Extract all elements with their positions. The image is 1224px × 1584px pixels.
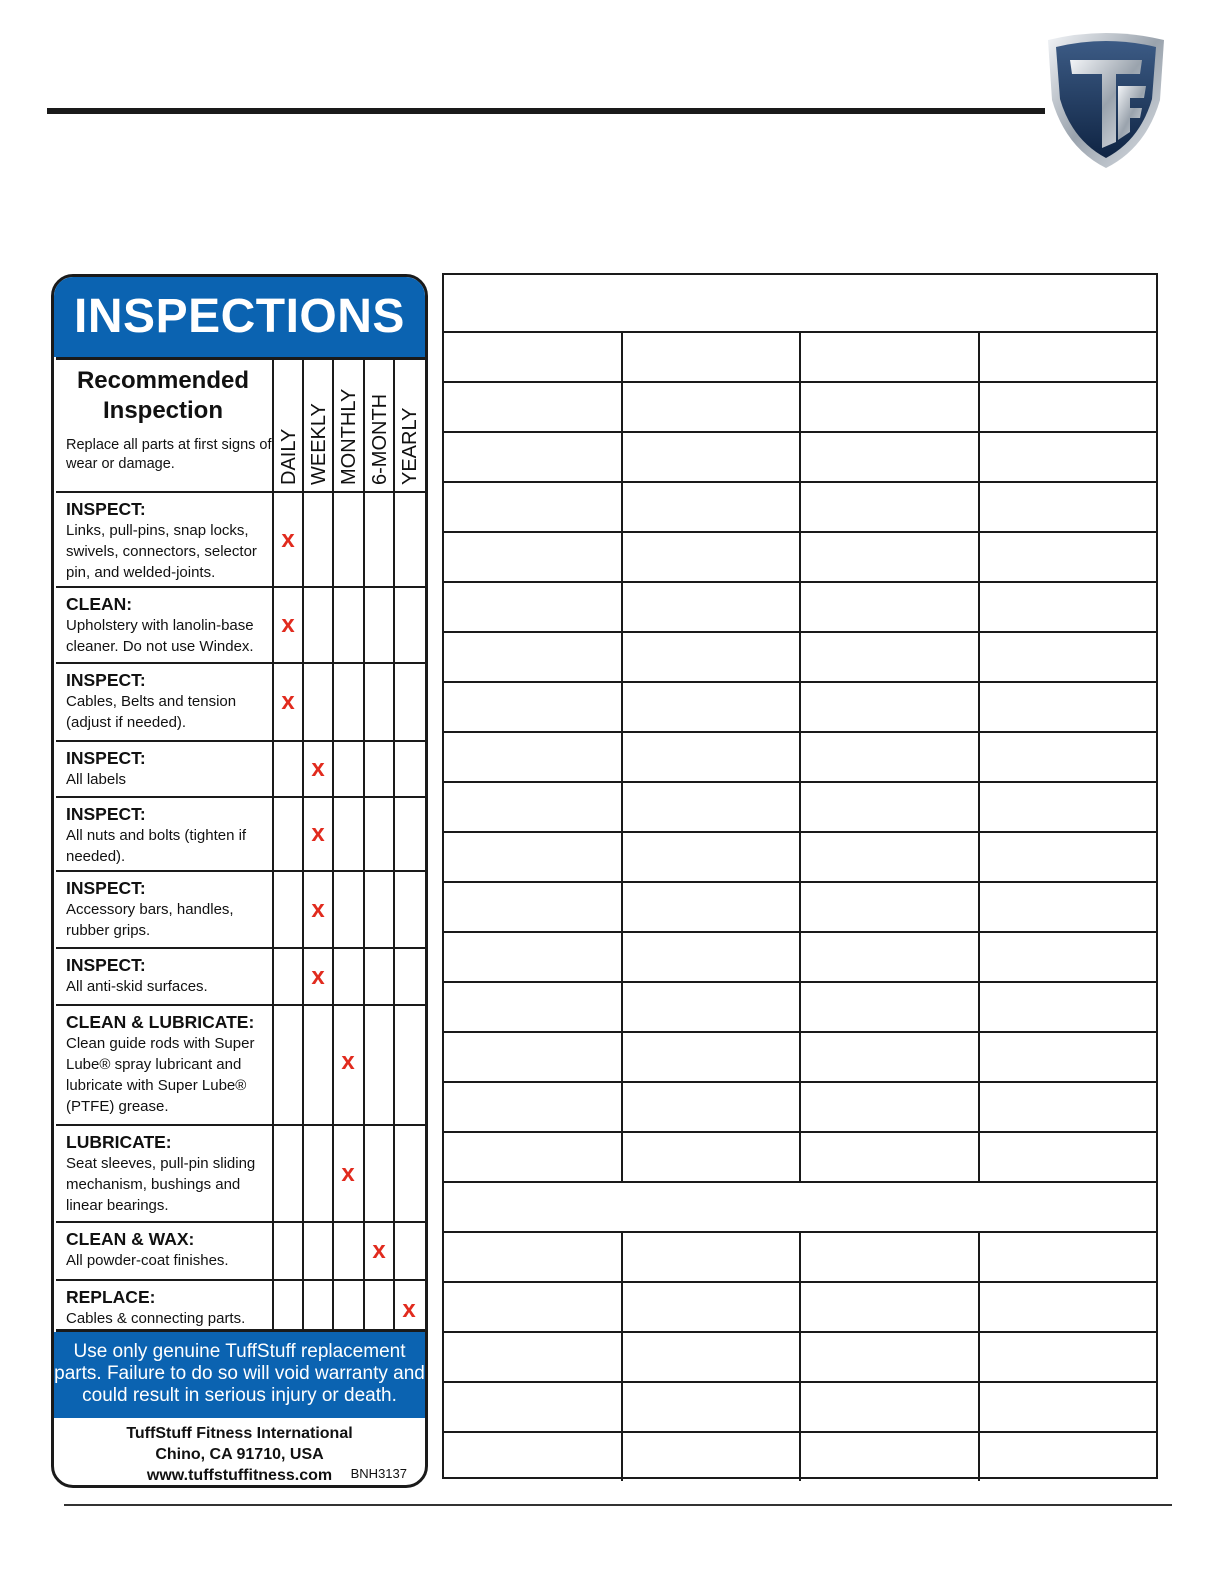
inspection-mark-daily: x	[281, 611, 295, 638]
inspection-item-text	[66, 1228, 272, 1271]
inspection-item-title: INSPECT:	[66, 955, 146, 975]
inspection-item-body: Links, pull-pins, snap locks, swivels, connectors, selector pin, and welded-joints.	[66, 522, 257, 581]
inspection-item-title: INSPECT:	[66, 748, 146, 768]
inspection-item-body: Clean guide rods with Super Lube® spray lubricant and lubricate with Super Lube® (PTFE) grease.	[66, 1035, 255, 1115]
inspection-item-row	[56, 796, 425, 870]
inspection-item-row	[56, 1279, 425, 1339]
inspection-item-text	[66, 498, 272, 583]
log-column-line	[799, 1231, 801, 1481]
part-code: BNH3137	[350, 1466, 407, 1481]
log-column-line	[621, 1231, 623, 1481]
inspection-item-body: Seat sleeves, pull-pin sliding mechanism, bushings and linear bearings.	[66, 1155, 256, 1214]
inspection-item-row	[56, 947, 425, 1004]
inspection-item-row	[56, 1221, 425, 1279]
inspection-mark-monthly: x	[341, 1160, 355, 1187]
inspection-mark-weekly: x	[311, 963, 325, 990]
maintenance-log-table	[442, 273, 1158, 1479]
inspection-mark-weekly: x	[311, 755, 325, 782]
inspection-item-text	[66, 954, 272, 997]
inspection-grid	[56, 357, 425, 1332]
genuine-parts-warning: Use only genuine TuffStuff replacement parts. Failure to do so will void warranty and could result in serious injury or death.	[54, 1332, 425, 1418]
grid-divider	[363, 360, 365, 1329]
inspection-item-body: All powder-coat finishes.	[66, 1252, 229, 1269]
frequency-monthly: MONTHLY	[338, 388, 360, 485]
grid-divider	[272, 360, 274, 1329]
inspection-mark-daily: x	[281, 526, 295, 553]
footer-rule	[64, 1504, 1172, 1506]
inspections-header: INSPECTIONS	[54, 277, 425, 357]
inspection-mark-6-month: x	[372, 1237, 386, 1264]
frequency-yearly: YEARLY	[399, 407, 421, 485]
inspection-item-row	[56, 870, 425, 947]
tuffstuff-logo	[1036, 30, 1176, 172]
inspection-item-text	[66, 803, 272, 867]
inspection-item-title: INSPECT:	[66, 878, 146, 898]
inspection-item-body: All anti-skid surfaces.	[66, 978, 208, 995]
inspection-item-row	[56, 1004, 425, 1124]
column-header-row	[56, 360, 425, 491]
inspections-label	[51, 274, 428, 1488]
grid-divider	[393, 360, 395, 1329]
header-rule	[47, 108, 1045, 114]
grid-divider	[302, 360, 304, 1329]
company-name: TuffStuff Fitness International	[126, 1425, 353, 1442]
log-column-line	[621, 331, 623, 1181]
inspection-mark-weekly: x	[311, 896, 325, 923]
inspection-item-title: CLEAN & WAX:	[66, 1229, 195, 1249]
grid-divider	[332, 360, 334, 1329]
inspection-item-body: Cables, Belts and tension (adjust if needed).	[66, 693, 237, 731]
recommended-inspection-title: Recommended Inspection	[76, 367, 250, 424]
company-website: www.tuffstuffitness.com	[146, 1467, 333, 1484]
inspection-item-text	[66, 1131, 272, 1216]
replace-parts-note: Replace all parts at first signs of wear or damage.	[66, 437, 272, 472]
inspection-item-text	[66, 593, 272, 657]
inspection-mark-monthly: x	[341, 1048, 355, 1075]
inspection-item-text	[66, 669, 272, 733]
inspection-mark-weekly: x	[311, 820, 325, 847]
log-column-line	[799, 331, 801, 1181]
company-city: Chino, CA 91710, USA	[155, 1446, 324, 1463]
inspection-item-title: INSPECT:	[66, 499, 146, 519]
inspection-item-title: INSPECT:	[66, 670, 146, 690]
inspection-item-text	[66, 1286, 272, 1329]
inspection-item-row	[56, 586, 425, 662]
inspection-item-text	[66, 1011, 272, 1117]
inspection-item-title: LUBRICATE:	[66, 1132, 172, 1152]
inspection-item-title: REPLACE:	[66, 1287, 156, 1307]
inspection-item-body: Accessory bars, handles, rubber grips.	[66, 901, 234, 939]
frequency-daily: DAILY	[278, 428, 300, 485]
log-column-line	[978, 331, 980, 1181]
inspection-item-text	[66, 877, 272, 941]
inspection-item-body: Cables & connecting parts.	[66, 1310, 246, 1327]
inspection-item-body: All nuts and bolts (tighten if needed).	[66, 827, 247, 865]
inspection-item-row	[56, 1124, 425, 1221]
log-row-line	[444, 1181, 1156, 1183]
inspection-item-row	[56, 662, 425, 740]
inspection-item-text	[66, 747, 272, 790]
inspection-mark-yearly: x	[402, 1296, 416, 1323]
inspection-item-row	[56, 740, 425, 796]
frequency-6-month: 6-MONTH	[369, 393, 391, 485]
inspection-item-title: CLEAN & LUBRICATE:	[66, 1012, 255, 1032]
inspection-item-row	[56, 491, 425, 586]
inspection-item-body: Upholstery with lanolin-base cleaner. Do not use Windex.	[66, 617, 254, 655]
inspection-mark-daily: x	[281, 688, 295, 715]
inspection-item-body: All labels	[66, 771, 127, 788]
inspection-item-title: INSPECT:	[66, 804, 146, 824]
inspection-item-title: CLEAN:	[66, 594, 133, 614]
log-column-line	[978, 1231, 980, 1481]
frequency-weekly: WEEKLY	[308, 403, 330, 485]
